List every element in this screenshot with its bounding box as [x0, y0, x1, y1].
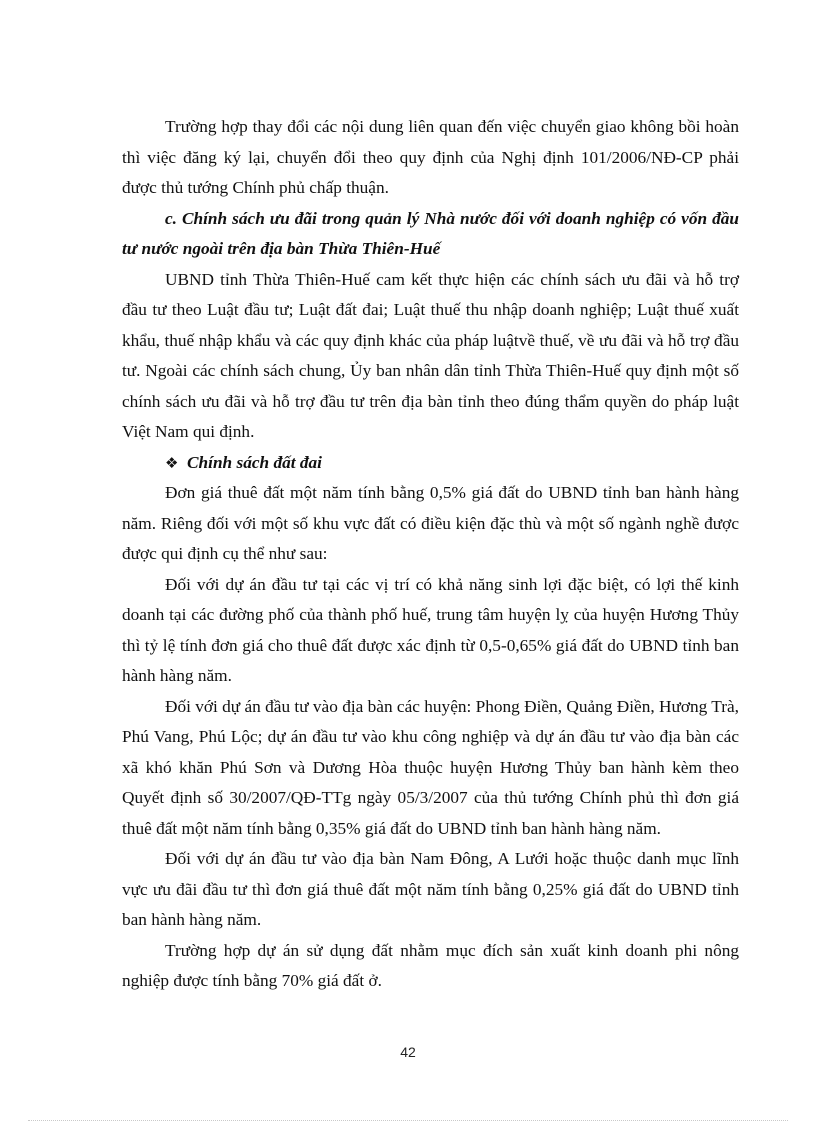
page-body — [122, 112, 739, 997]
paragraph-non-agricultural-use: Trường hợp dự án sử dụng đất nhằm mục đích sản xuất kinh doanh phi nông nghiệp được tính bằng 70% giá đất ở. — [122, 940, 739, 990]
section-heading-c-preferential-policy: c. Chính sách ưu đãi trong quản lý Nhà nước đối với doanh nghiệp có vốn đầu tư nước ngoài trên địa bàn Thừa Thiên-Huế — [122, 208, 739, 258]
paragraph-nam-dong-a-luoi: Đối với dự án đầu tư vào địa bàn Nam Đông, A Lưới hoặc thuộc danh mục lĩnh vực ưu đãi đầu tư thì đơn giá thuê đất một năm tính bằng 0,25% giá đất do UBND tỉnh ban hành hàng năm. — [122, 849, 739, 929]
diamond-bullet-icon: ❖ — [165, 453, 179, 472]
paragraph-land-rent-rate: Đơn giá thuê đất một năm tính bằng 0,5% giá đất do UBND tỉnh ban hành hàng năm. Riêng đối với một số khu vực đất có điều kiện đặc thù và một số ngành nghề được được qui định cụ thể như sau: — [122, 483, 739, 563]
paragraph-profitable-locations: Đối với dự án đầu tư tại các vị trí có khả năng sinh lợi đặc biệt, có lợi thế kinh doanh tại các đường phố của thành phố huế, trung tâm huyện lỵ của huyện Hương Thủy thì tỷ lệ tính đơn giá cho thuê đất được xác định từ 0,5-0,65% giá đất do UBND tỉnh ban hành hàng năm. — [122, 574, 739, 685]
paragraph-district-projects: Đối với dự án đầu tư vào địa bàn các huyện: Phong Điền, Quảng Điền, Hương Trà, Phú Vang, Phú Lộc; dự án đầu tư vào khu công nghiệp và dự án đầu tư vào địa bàn các xã khó khăn Phú Sơn và Dương Hòa thuộc huyện Hương Thủy ban hành kèm theo Quyết định số 30/2007/QĐ-TTg ngày 05/3/2007 của thủ tướng Chính phủ thì đơn giá thuê đất một năm tính bằng 0,35% giá đất do UBND tỉnh ban hành hàng năm. — [122, 696, 739, 838]
paragraph-transfer-change: Trường hợp thay đổi các nội dung liên quan đến việc chuyển giao không bồi hoàn thì việc đăng ký lại, chuyển đổi theo quy định của Nghị định 101/2006/NĐ-CP phải được thủ tướng Chính phủ chấp thuận. — [122, 117, 739, 197]
bullet-heading-land-policy — [122, 448, 739, 479]
page-bottom-divider — [28, 1120, 788, 1121]
bullet-heading-label: Chính sách đất đai — [187, 452, 322, 472]
page-number: 42 — [400, 1044, 416, 1060]
paragraph-ubnd-commitment: UBND tỉnh Thừa Thiên-Huế cam kết thực hiện các chính sách ưu đãi và hỗ trợ đầu tư theo Luật đầu tư; Luật đất đai; Luật thuế thu nhập doanh nghiệp; Luật thuế xuất khẩu, thuế nhập khẩu và các quy định khác của pháp luậtvề thuế, về ưu đãi và hỗ trợ đầu tư. Ngoài các chính sách chung, Ủy ban nhân dân tỉnh Thừa Thiên-Huế quy định một số chính sách ưu đãi và hỗ trợ đầu tư trên địa bàn tỉnh theo đúng thẩm quyền do pháp luật Việt Nam qui định. — [122, 269, 739, 441]
